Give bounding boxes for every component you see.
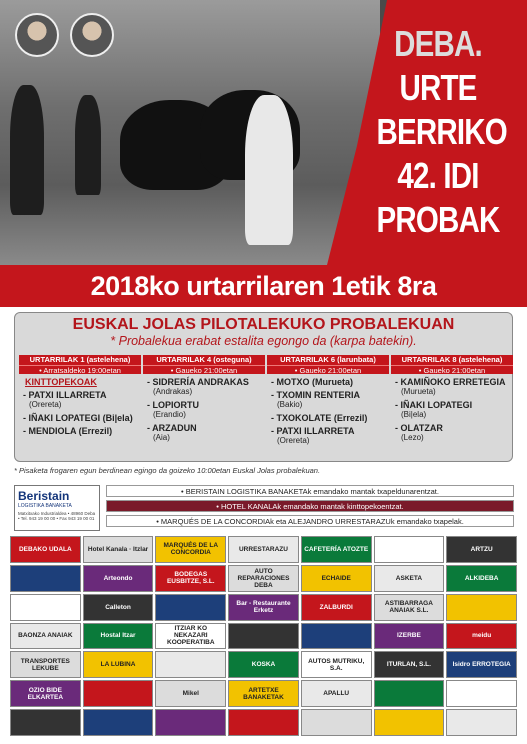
player-entry: - TXOKOLATE (Errezil) (271, 413, 368, 423)
title-line: 42. IDI (397, 155, 479, 196)
thanks-note: • MARQUÉS DE LA CONCORDIAk eta ALEJANDRO URRESTARAZUk emandako txapelak. (106, 515, 514, 527)
sponsor-ad (374, 680, 445, 707)
day-time: • Gaueko 21:00etan (143, 365, 265, 374)
main-sponsor-section (14, 485, 514, 531)
sponsor-ad: Bar - Restaurante Erketz (228, 594, 299, 621)
sponsor-ad (155, 594, 226, 621)
sponsor-ad: Hostal Itzar (83, 623, 154, 650)
thanks-list (106, 485, 514, 530)
sponsor-ad: BODEGAS EUSBITZE, S.L. (155, 565, 226, 592)
sponsor-ad: TRANSPORTES LEKUBE (10, 651, 81, 678)
date-banner: 2018ko urtarrilaren 1etik 8ra (0, 265, 527, 307)
sponsor-ad (10, 709, 81, 736)
venue-note: * Probalekua erabat estalita egongo da (karpa batekin). (110, 334, 417, 348)
player-entry: - OLATZAR (Lezo) (395, 423, 443, 442)
sponsor-ad: Arteondo (83, 565, 154, 592)
event-title (376, 22, 507, 242)
title-line: DEBA. (394, 23, 482, 64)
sponsor-ad: Mikel (155, 680, 226, 707)
sponsor-ad: ITZIAR KO NEKAZARI KOOPERATIBA (155, 623, 226, 650)
handler-figure (10, 85, 44, 215)
beristain-logo (14, 485, 100, 531)
day-column (391, 355, 513, 443)
handler-figure (75, 95, 101, 195)
day-category: KINTTOPEKOAK (25, 377, 97, 387)
sponsor-ad (10, 565, 81, 592)
player-entry: - SIDRERÍA ANDRAKAS (Andrakas) (147, 377, 249, 396)
player-entry: - IÑAKI LOPATEGI (Bi|ela) (395, 400, 473, 419)
title-line: BERRIKO (376, 111, 507, 152)
player-entry: - TXOMIN RENTERIA (Bakio) (271, 390, 360, 409)
sponsor-ad: Hotel Kanala · Itzlar (83, 536, 154, 563)
sponsor-ad: MARQUÉS DE LA CONCORDIA (155, 536, 226, 563)
day-time: • Arratsaldeko 19:00etan (19, 365, 141, 374)
player-entry: - MOTXO (Murueta) (271, 377, 353, 387)
title-line: URTE (399, 67, 477, 108)
day-column (267, 355, 389, 446)
sponsor-ad (446, 709, 517, 736)
day-time: • Gaueko 21:00etan (267, 365, 389, 374)
player-entry: - MENDIOLA (Errezil) (23, 426, 113, 436)
day-column (143, 355, 265, 443)
player-entry: - KAMIÑOKO ERRETEGIA (Murueta) (395, 377, 506, 396)
sponsor-ad: ALKIDEBA (446, 565, 517, 592)
sponsor-ad: meidu (446, 623, 517, 650)
day-heading: URTARRILAK 1 (astelehena) (19, 355, 141, 365)
portrait-photo (15, 13, 59, 57)
player-entry: - PATXI ILLARRETA (Orereta) (271, 426, 355, 445)
sponsor-ad (10, 594, 81, 621)
sponsor-name: Beristain (18, 489, 70, 503)
sponsor-ad (228, 709, 299, 736)
sponsor-ad: KOSKA (228, 651, 299, 678)
player-entry: - ARZADUN (Aia) (147, 423, 197, 442)
sponsor-ad: ECHAIDE (301, 565, 372, 592)
sponsor-ad: Calleton (83, 594, 154, 621)
sponsor-ad (83, 709, 154, 736)
sponsor-ad (446, 680, 517, 707)
sponsor-ad: ARTZU (446, 536, 517, 563)
sponsor-ad: BAONZA ANAIAK (10, 623, 81, 650)
sponsor-ad: APALLU (301, 680, 372, 707)
sponsor-ad: CAFETERÍA ATOZTE (301, 536, 372, 563)
hero-banner (0, 0, 527, 265)
sponsor-ad (83, 680, 154, 707)
sponsor-ad: AUTOS MUTRIKU, S.A. (301, 651, 372, 678)
thanks-note: • BERISTAIN LOGISTIKA BANAKETAk emandako mantak txapeldunarentzat. (106, 485, 514, 497)
sponsor-ad-grid (10, 536, 517, 736)
sponsor-ad: ZALBURDI (301, 594, 372, 621)
day-heading: URTARRILAK 6 (larunbata) (267, 355, 389, 365)
handler-figure (245, 95, 293, 245)
sponsor-ad: ITURLAN, S.L. (374, 651, 445, 678)
sponsor-ad (446, 594, 517, 621)
day-heading: URTARRILAK 4 (osteguna) (143, 355, 265, 365)
sponsor-tagline: LOGISTIKA BANAKETA (18, 503, 72, 509)
sponsor-ad (155, 651, 226, 678)
venue-title: EUSKAL JOLAS PILOTALEKUKO PROBALEKUAN (72, 316, 455, 333)
portrait-photo (70, 13, 114, 57)
day-column (19, 355, 141, 436)
sponsor-ad: AUTO REPARACIONES DEBA (228, 565, 299, 592)
thanks-note: • HOTEL KANALAk emandako mantak kinttopekoentzat. (106, 500, 514, 512)
title-line: PROBAK (376, 199, 500, 240)
sponsor-ad (228, 623, 299, 650)
day-time: • Gaueko 21:00etan (391, 365, 513, 374)
sponsor-ad (155, 709, 226, 736)
sponsor-address: Matxitxako Industrialdea • 48960 Deba • Tel. 943 19 00 00 • Fax 943 19 00 01 (18, 511, 96, 521)
sponsor-ad: ASTIBARRAGA ANAIAK S.L. (374, 594, 445, 621)
sponsor-ad (301, 623, 372, 650)
sponsor-ad: DEBAKO UDALA (10, 536, 81, 563)
schedule-panel (14, 312, 513, 462)
player-entry: - PATXI ILLARRETA (Orereta) (23, 390, 107, 409)
sponsor-ad (374, 709, 445, 736)
day-heading: URTARRILAK 8 (astelehena) (391, 355, 513, 365)
sponsor-ad: LA LUBINA (83, 651, 154, 678)
sponsor-ad (374, 536, 445, 563)
player-entry: - IÑAKI LOPATEGI (Bi|ela) (23, 413, 133, 423)
sponsor-ad (301, 709, 372, 736)
sponsor-ad: ASKETA (374, 565, 445, 592)
player-entry: - LOPIORTU (Erandio) (147, 400, 199, 419)
sponsor-ad: OZIO BIDE ELKARTEA (10, 680, 81, 707)
sponsor-ad: Isidro ERROTEGIA (446, 651, 517, 678)
sponsor-ad: IZERBE (374, 623, 445, 650)
weigh-in-footnote: * Pisaketa frogaren egun berdinean egingo da goizeko 10:00etan Euskal Jolas probalekuan. (14, 466, 321, 475)
sponsor-ad: ARTETXE BANAKETAK (228, 680, 299, 707)
sponsor-ad: URRESTARAZU (228, 536, 299, 563)
